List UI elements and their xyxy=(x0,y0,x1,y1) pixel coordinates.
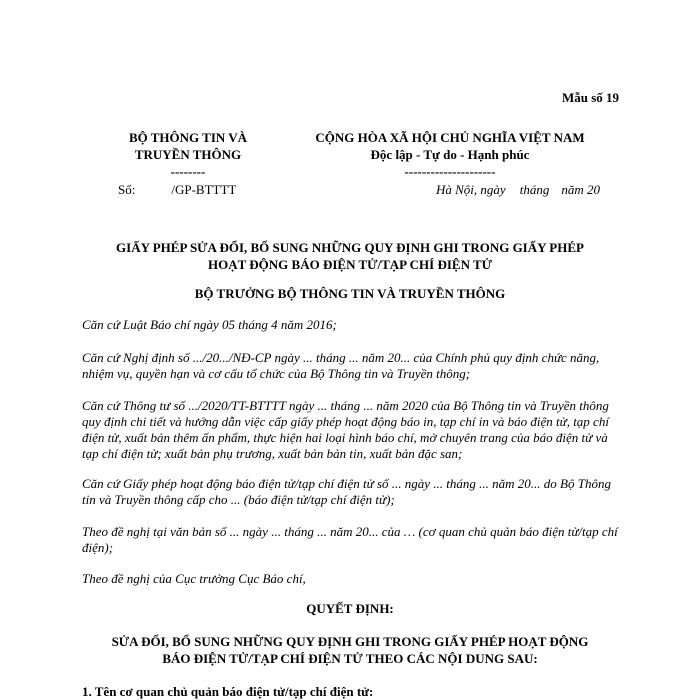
issuing-agency xyxy=(88,129,288,180)
preamble-paragraph: Căn cứ Nghị định số .../20.../NĐ-CP ngày ... tháng ... năm 20... của Chính phủ quy định chức năng, nhiệm vụ, quyền hạn và cơ cấu tổ chức của Bộ Thông tin và Truyền thông; xyxy=(82,350,600,381)
preamble-paragraph: Căn cứ Giấy phép hoạt động báo điện tử/tạp chí điện tử số ... ngày ... tháng ... năm 20... do Bộ Thông tin và Truyền thông cấp cho ... (báo điện tử/tạp chí điện tử); xyxy=(82,476,611,507)
document-title xyxy=(60,239,640,273)
item-1-heading: 1. Tên cơ quan chủ quản báo điện tử/tạp chí điện tử: xyxy=(82,684,374,699)
agency-line-1: BỘ THÔNG TIN VÀ xyxy=(128,130,248,145)
place-date xyxy=(436,182,600,198)
date-year: năm 20 xyxy=(561,182,600,197)
place-day: Hà Nội, ngày xyxy=(436,182,506,197)
preamble-paragraph: Theo đề nghị tại văn bản số ... ngày ... tháng ... năm 20... của … (cơ quan chủ quản báo điện tử/tạp chí điện); xyxy=(82,524,618,555)
title-line-2: HOẠT ĐỘNG BÁO ĐIỆN TỬ/TẠP CHÍ ĐIỆN TỬ xyxy=(207,257,492,272)
nation-name: CỘNG HÒA XÃ HỘI CHỦ NGHĨA VIỆT NAM xyxy=(315,130,585,145)
decision-heading: QUYẾT ĐỊNH: xyxy=(306,601,394,616)
date-month: tháng xyxy=(519,182,550,197)
document-number xyxy=(118,182,236,198)
decision-sub-line-1: SỬA ĐỔI, BỔ SUNG NHỮNG QUY ĐỊNH GHI TRONG GIẤY PHÉP HOẠT ĐỘNG xyxy=(111,634,589,649)
number-label: Số: xyxy=(118,182,136,197)
decision-sub-line-2: BÁO ĐIỆN TỬ/TẠP CHÍ ĐIỆN TỬ THEO CÁC NỘI DUNG SAU: xyxy=(162,651,538,666)
preamble-paragraph: Căn cứ Luật Báo chí ngày 05 tháng 4 năm 2016; xyxy=(82,317,337,332)
signer-title: BỘ TRƯỞNG BỘ THÔNG TIN VÀ TRUYỀN THÔNG xyxy=(194,286,506,301)
national-header xyxy=(280,129,620,180)
form-number: Mẫu số 19 xyxy=(561,90,619,105)
decision-subheading xyxy=(60,633,640,667)
preamble-paragraph: Căn cứ Thông tư số .../2020/TT-BTTTT ngày ... tháng ... năm 2020 của Bộ Thông tin và Truyền thông quy định chi tiết và hướng dẫn việc cấp giấy phép hoạt động báo in, tạp chí in và báo điện tử, tạp chí điện tử, xuất bản thêm ấn phẩm, thực hiện hai loại hình báo chí, mở chuyên trang của báo điện tử và tạp chí điện tử; xuất bản phụ trương, xuất bản bản tin, xuất bản đặc san; xyxy=(82,398,609,461)
title-line-1: GIẤY PHÉP SỬA ĐỔI, BỔ SUNG NHỮNG QUY ĐỊNH GHI TRONG GIẤY PHÉP xyxy=(116,240,584,255)
nation-rule: --------------------- xyxy=(404,164,496,179)
nation-motto: Độc lập - Tự do - Hạnh phúc xyxy=(370,147,530,162)
agency-line-2: TRUYỀN THÔNG xyxy=(134,147,242,162)
agency-rule: -------- xyxy=(170,164,206,179)
number-code: /GP-BTTTT xyxy=(171,182,237,197)
preamble-paragraph: Theo đề nghị của Cục trưởng Cục Báo chí, xyxy=(82,571,306,586)
